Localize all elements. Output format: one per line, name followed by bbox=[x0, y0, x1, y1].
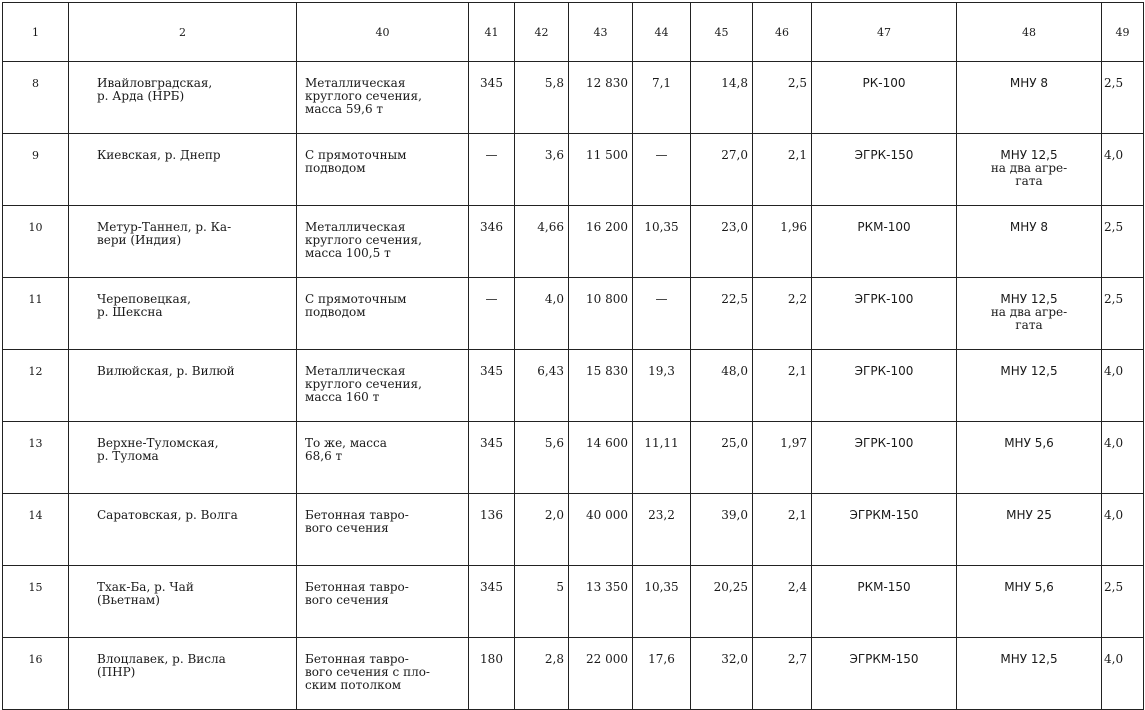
wheel-description-cell bbox=[297, 350, 469, 422]
value-46-cell bbox=[753, 278, 812, 350]
regulator-type-line: на два агре- bbox=[990, 305, 1068, 319]
column-header: 42 bbox=[515, 3, 569, 62]
value-44-cell bbox=[633, 494, 691, 566]
value-41: 345 bbox=[480, 436, 503, 450]
value-41: 345 bbox=[480, 580, 503, 594]
station-number: 12 bbox=[28, 365, 43, 378]
station-number: 11 bbox=[28, 293, 43, 306]
turbine-type-cell bbox=[812, 62, 957, 134]
value-46-cell bbox=[753, 494, 812, 566]
value-49-cell bbox=[1102, 638, 1144, 710]
regulator-type-line: МНУ 12,5 bbox=[1000, 148, 1058, 162]
value-45-cell bbox=[691, 350, 753, 422]
value-42-cell bbox=[515, 278, 569, 350]
value-46: 1,97 bbox=[780, 436, 807, 450]
regulator-type-cell bbox=[957, 62, 1102, 134]
regulator-type-cell bbox=[957, 638, 1102, 710]
value-41: 345 bbox=[480, 364, 503, 378]
value-42-cell bbox=[515, 566, 569, 638]
station-name-line: Метур-Таннел, р. Ка- bbox=[97, 220, 232, 234]
value-42-cell bbox=[515, 134, 569, 206]
value-45-cell bbox=[691, 206, 753, 278]
turbine-type-cell bbox=[812, 638, 957, 710]
station-number: 8 bbox=[32, 77, 39, 90]
station-number-cell bbox=[3, 62, 69, 134]
value-43-cell bbox=[569, 566, 633, 638]
value-49: 4,0 bbox=[1104, 148, 1124, 162]
regulator-type-line: МНУ 5,6 bbox=[1004, 580, 1054, 594]
value-41: — bbox=[485, 148, 498, 162]
station-name-line: Череповецкая, bbox=[97, 292, 191, 306]
wheel-description-line: То же, масса bbox=[305, 436, 387, 450]
value-46: 1,96 bbox=[780, 220, 807, 234]
station-name-cell bbox=[69, 278, 297, 350]
value-42: 5,8 bbox=[544, 76, 564, 90]
regulator-type-cell bbox=[957, 134, 1102, 206]
value-44-cell bbox=[633, 206, 691, 278]
value-46: 2,2 bbox=[787, 292, 807, 306]
value-43: 14 600 bbox=[586, 436, 628, 450]
station-name-line: Тхак-Ба, р. Чай bbox=[97, 580, 194, 594]
table-row bbox=[3, 350, 1144, 422]
station-number-cell bbox=[3, 494, 69, 566]
table-row bbox=[3, 134, 1144, 206]
value-49: 4,0 bbox=[1104, 508, 1124, 522]
regulator-type-cell bbox=[957, 350, 1102, 422]
turbine-type-cell bbox=[812, 350, 957, 422]
value-44: 11,11 bbox=[644, 436, 679, 450]
value-43: 12 830 bbox=[586, 76, 628, 90]
regulator-type-line: гата bbox=[1015, 174, 1043, 188]
regulator-type-line: МНУ 12,5 bbox=[1000, 364, 1058, 378]
wheel-description-line: 68,6 т bbox=[305, 449, 343, 463]
wheel-description-line: С прямоточным bbox=[305, 292, 407, 306]
value-42-cell bbox=[515, 494, 569, 566]
regulator-type-cell bbox=[957, 422, 1102, 494]
value-42: 6,43 bbox=[537, 364, 564, 378]
value-45-cell bbox=[691, 278, 753, 350]
table-row bbox=[3, 638, 1144, 710]
value-46: 2,1 bbox=[787, 364, 807, 378]
value-49-cell bbox=[1102, 134, 1144, 206]
wheel-description-cell bbox=[297, 566, 469, 638]
value-46-cell bbox=[753, 350, 812, 422]
regulator-type-cell bbox=[957, 278, 1102, 350]
value-49-cell bbox=[1102, 278, 1144, 350]
station-name-cell bbox=[69, 566, 297, 638]
station-number: 13 bbox=[28, 437, 43, 450]
column-header: 45 bbox=[691, 3, 753, 62]
value-49-cell bbox=[1102, 350, 1144, 422]
value-42: 2,0 bbox=[544, 508, 564, 522]
wheel-description-line: вого сечения bbox=[305, 521, 389, 535]
column-header: 46 bbox=[753, 3, 812, 62]
value-45-cell bbox=[691, 566, 753, 638]
value-41-cell bbox=[469, 134, 515, 206]
value-49: 2,5 bbox=[1104, 292, 1124, 306]
turbine-type-cell bbox=[812, 134, 957, 206]
value-41: 346 bbox=[480, 220, 503, 234]
regulator-type-line: гата bbox=[1015, 318, 1043, 332]
station-number: 9 bbox=[32, 149, 39, 162]
value-41-cell bbox=[469, 206, 515, 278]
wheel-description-line: масса 100,5 т bbox=[305, 246, 391, 260]
value-46-cell bbox=[753, 638, 812, 710]
turbine-type: РКМ-100 bbox=[857, 220, 911, 234]
value-45: 27,0 bbox=[721, 148, 748, 162]
column-header: 2 bbox=[69, 3, 297, 62]
value-49: 2,5 bbox=[1104, 220, 1124, 234]
station-name-line: (Вьетнам) bbox=[97, 593, 160, 607]
regulator-type-line: МНУ 8 bbox=[1009, 220, 1049, 234]
station-number-cell bbox=[3, 206, 69, 278]
value-45-cell bbox=[691, 638, 753, 710]
table-row bbox=[3, 206, 1144, 278]
value-44: 23,2 bbox=[648, 508, 675, 522]
value-43-cell bbox=[569, 206, 633, 278]
wheel-description-line: круглого сечения, bbox=[305, 89, 422, 103]
wheel-description-line: круглого сечения, bbox=[305, 377, 422, 391]
value-42-cell bbox=[515, 638, 569, 710]
station-number: 14 bbox=[28, 509, 43, 522]
value-45: 23,0 bbox=[721, 220, 748, 234]
value-46: 2,4 bbox=[787, 580, 807, 594]
regulator-type-line: МНУ 12,5 bbox=[1000, 292, 1058, 306]
turbine-type: ЭГРКМ-150 bbox=[849, 652, 919, 666]
value-46-cell bbox=[753, 566, 812, 638]
wheel-description-line: вого сечения с пло- bbox=[305, 665, 430, 679]
station-name-line: Саратовская, р. Волга bbox=[97, 508, 238, 522]
wheel-description-line: круглого сечения, bbox=[305, 233, 422, 247]
station-name-line: Вилюйская, р. Вилюй bbox=[97, 364, 235, 378]
header-row bbox=[3, 3, 1144, 62]
table-row bbox=[3, 566, 1144, 638]
value-44: 10,35 bbox=[644, 220, 679, 234]
value-43: 40 000 bbox=[586, 508, 628, 522]
value-46-cell bbox=[753, 422, 812, 494]
value-44: 7,1 bbox=[651, 76, 672, 90]
value-45: 48,0 bbox=[721, 364, 748, 378]
table-row bbox=[3, 422, 1144, 494]
wheel-description-line: С прямоточным bbox=[305, 148, 407, 162]
value-46-cell bbox=[753, 206, 812, 278]
value-43-cell bbox=[569, 134, 633, 206]
value-44-cell bbox=[633, 638, 691, 710]
value-42: 4,66 bbox=[537, 220, 564, 234]
value-43-cell bbox=[569, 422, 633, 494]
value-49: 2,5 bbox=[1104, 76, 1124, 90]
wheel-description-line: подводом bbox=[305, 305, 366, 319]
station-name-cell bbox=[69, 494, 297, 566]
value-49-cell bbox=[1102, 566, 1144, 638]
station-name-cell bbox=[69, 62, 297, 134]
station-name-cell bbox=[69, 422, 297, 494]
wheel-description-cell bbox=[297, 494, 469, 566]
value-41: 136 bbox=[480, 508, 503, 522]
value-41-cell bbox=[469, 350, 515, 422]
value-46-cell bbox=[753, 134, 812, 206]
wheel-description-cell bbox=[297, 62, 469, 134]
wheel-description-cell bbox=[297, 206, 469, 278]
station-number-cell bbox=[3, 638, 69, 710]
value-43: 11 500 bbox=[586, 148, 628, 162]
value-42: 5,6 bbox=[544, 436, 564, 450]
station-number-cell bbox=[3, 350, 69, 422]
value-43: 10 800 bbox=[586, 292, 628, 306]
value-45: 20,25 bbox=[713, 580, 748, 594]
value-49: 2,5 bbox=[1104, 580, 1124, 594]
value-45: 25,0 bbox=[721, 436, 748, 450]
station-number: 15 bbox=[28, 581, 43, 594]
wheel-description-cell bbox=[297, 278, 469, 350]
turbine-type-cell bbox=[812, 494, 957, 566]
value-43-cell bbox=[569, 494, 633, 566]
value-42-cell bbox=[515, 350, 569, 422]
value-43-cell bbox=[569, 278, 633, 350]
wheel-description-cell bbox=[297, 422, 469, 494]
station-number-cell bbox=[3, 134, 69, 206]
station-name-line: Ивайловградская, bbox=[97, 76, 213, 90]
value-46: 2,1 bbox=[787, 508, 807, 522]
wheel-description-line: Бетонная тавро- bbox=[305, 508, 409, 522]
regulator-type-line: МНУ 25 bbox=[1006, 508, 1052, 522]
value-42-cell bbox=[515, 422, 569, 494]
column-header: 44 bbox=[633, 3, 691, 62]
regulator-type-line: МНУ 12,5 bbox=[1000, 652, 1058, 666]
value-49: 4,0 bbox=[1104, 436, 1124, 450]
value-44-cell bbox=[633, 134, 691, 206]
value-41: 345 bbox=[480, 76, 503, 90]
wheel-description-line: масса 160 т bbox=[305, 390, 380, 404]
value-41-cell bbox=[469, 422, 515, 494]
column-header: 47 bbox=[812, 3, 957, 62]
wheel-description-line: подводом bbox=[305, 161, 366, 175]
table-row bbox=[3, 494, 1144, 566]
turbine-type: ЭГРК-100 bbox=[854, 364, 914, 378]
value-44-cell bbox=[633, 278, 691, 350]
turbine-type: ЭГРК-100 bbox=[854, 436, 914, 450]
wheel-description-line: Бетонная тавро- bbox=[305, 652, 409, 666]
value-45-cell bbox=[691, 62, 753, 134]
wheel-description-line: масса 59,6 т bbox=[305, 102, 384, 116]
value-44: 19,3 bbox=[648, 364, 675, 378]
value-45-cell bbox=[691, 494, 753, 566]
value-43-cell bbox=[569, 350, 633, 422]
station-number: 10 bbox=[28, 221, 43, 234]
value-43: 13 350 bbox=[586, 580, 628, 594]
station-name-cell bbox=[69, 206, 297, 278]
value-42-cell bbox=[515, 62, 569, 134]
turbine-type-cell bbox=[812, 278, 957, 350]
regulator-type-line: МНУ 5,6 bbox=[1004, 436, 1054, 450]
value-43: 16 200 bbox=[586, 220, 628, 234]
value-49-cell bbox=[1102, 62, 1144, 134]
value-49: 4,0 bbox=[1104, 364, 1124, 378]
station-name-line: р. Тулома bbox=[97, 449, 159, 463]
value-41-cell bbox=[469, 494, 515, 566]
value-44: — bbox=[655, 148, 668, 162]
value-41: 180 bbox=[480, 652, 503, 666]
station-name-line: р. Арда (НРБ) bbox=[97, 89, 185, 103]
value-42: 5 bbox=[556, 580, 564, 594]
station-name-line: вери (Индия) bbox=[97, 233, 182, 247]
turbine-type-cell bbox=[812, 206, 957, 278]
column-header: 40 bbox=[297, 3, 469, 62]
wheel-description-line: Металлическая bbox=[305, 220, 406, 234]
value-46: 2,5 bbox=[787, 76, 807, 90]
value-43-cell bbox=[569, 638, 633, 710]
value-49-cell bbox=[1102, 422, 1144, 494]
wheel-description-line: Бетонная тавро- bbox=[305, 580, 409, 594]
turbine-type: РК-100 bbox=[862, 76, 906, 90]
value-45: 39,0 bbox=[721, 508, 748, 522]
value-44-cell bbox=[633, 566, 691, 638]
value-41-cell bbox=[469, 566, 515, 638]
value-42: 2,8 bbox=[544, 652, 564, 666]
column-header: 41 bbox=[469, 3, 515, 62]
value-46: 2,1 bbox=[787, 148, 807, 162]
column-header: 49 bbox=[1102, 3, 1144, 62]
turbine-type: ЭГРК-150 bbox=[854, 148, 914, 162]
regulator-type-line: на два агре- bbox=[990, 161, 1068, 175]
wheel-description-cell bbox=[297, 134, 469, 206]
value-44-cell bbox=[633, 350, 691, 422]
column-header: 1 bbox=[3, 3, 69, 62]
value-41-cell bbox=[469, 278, 515, 350]
value-41: — bbox=[485, 292, 498, 306]
value-43: 22 000 bbox=[586, 652, 628, 666]
wheel-description-line: Металлическая bbox=[305, 364, 406, 378]
turbine-type: ЭГРКМ-150 bbox=[849, 508, 919, 522]
turbine-type-cell bbox=[812, 566, 957, 638]
value-44-cell bbox=[633, 422, 691, 494]
regulator-type-line: МНУ 8 bbox=[1009, 76, 1049, 90]
table-row bbox=[3, 278, 1144, 350]
value-49-cell bbox=[1102, 494, 1144, 566]
value-44: 10,35 bbox=[644, 580, 679, 594]
value-42: 3,6 bbox=[544, 148, 564, 162]
value-42-cell bbox=[515, 206, 569, 278]
value-45-cell bbox=[691, 134, 753, 206]
wheel-description-line: Металлическая bbox=[305, 76, 406, 90]
value-45: 22,5 bbox=[721, 292, 748, 306]
table-body bbox=[3, 62, 1144, 710]
value-44: 17,6 bbox=[648, 652, 675, 666]
wheel-description-line: вого сечения bbox=[305, 593, 389, 607]
wheel-description-line: ским потолком bbox=[305, 678, 402, 692]
value-46-cell bbox=[753, 62, 812, 134]
station-name-cell bbox=[69, 350, 297, 422]
station-name-line: Верхне-Туломская, bbox=[97, 436, 219, 450]
station-number: 16 bbox=[28, 653, 43, 666]
station-number-cell bbox=[3, 278, 69, 350]
station-number-cell bbox=[3, 566, 69, 638]
turbine-type: ЭГРК-100 bbox=[854, 292, 914, 306]
value-44-cell bbox=[633, 62, 691, 134]
station-name-line: Киевская, р. Днепр bbox=[97, 148, 221, 162]
station-name-cell bbox=[69, 638, 297, 710]
value-41-cell bbox=[469, 638, 515, 710]
value-46: 2,7 bbox=[787, 652, 807, 666]
wheel-description-cell bbox=[297, 638, 469, 710]
station-name-line: (ПНР) bbox=[97, 665, 136, 679]
hydro-turbine-table bbox=[2, 2, 1144, 710]
value-43-cell bbox=[569, 62, 633, 134]
value-45: 32,0 bbox=[721, 652, 748, 666]
value-45-cell bbox=[691, 422, 753, 494]
station-number-cell bbox=[3, 422, 69, 494]
column-header: 43 bbox=[569, 3, 633, 62]
value-42: 4,0 bbox=[544, 292, 564, 306]
value-45: 14,8 bbox=[721, 76, 748, 90]
column-header: 48 bbox=[957, 3, 1102, 62]
station-name-line: р. Шексна bbox=[97, 305, 163, 319]
value-49: 4,0 bbox=[1104, 652, 1124, 666]
value-44: — bbox=[655, 292, 668, 306]
turbine-type-cell bbox=[812, 422, 957, 494]
station-name-line: Влоцлавек, р. Висла bbox=[97, 652, 226, 666]
station-name-cell bbox=[69, 134, 297, 206]
regulator-type-cell bbox=[957, 206, 1102, 278]
value-43: 15 830 bbox=[586, 364, 628, 378]
regulator-type-cell bbox=[957, 566, 1102, 638]
table-row bbox=[3, 62, 1144, 134]
regulator-type-cell bbox=[957, 494, 1102, 566]
value-41-cell bbox=[469, 62, 515, 134]
value-49-cell bbox=[1102, 206, 1144, 278]
turbine-type: РКМ-150 bbox=[857, 580, 911, 594]
